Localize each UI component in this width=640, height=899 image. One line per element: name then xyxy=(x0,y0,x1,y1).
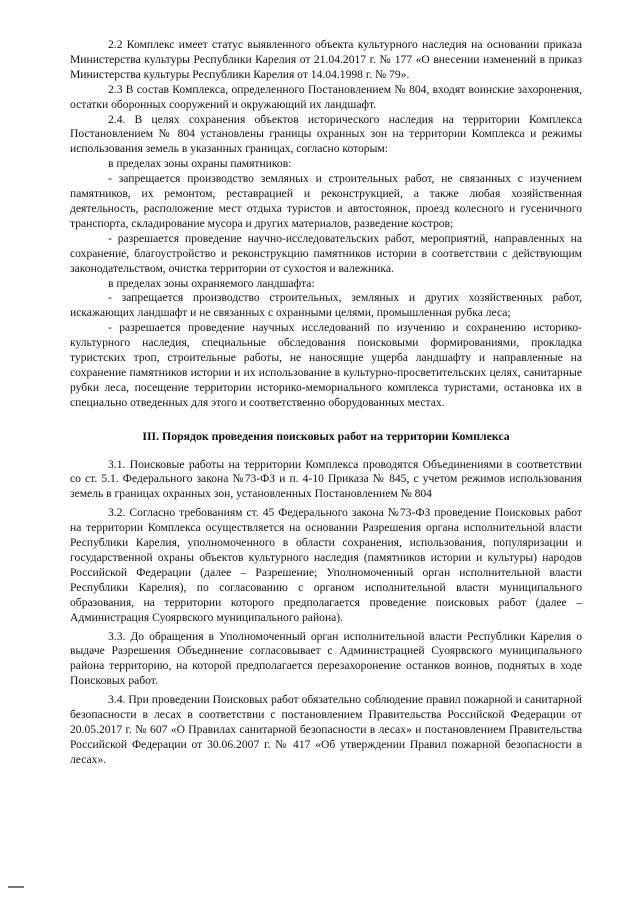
section-heading: III. Порядок проведения поисковых работ на территории Комплекса xyxy=(142,428,510,443)
paragraph-3-4: 3.4. При проведении Поисковых работ обязательно соблюдение правил пожарной и санитарной безопасности в лесах в соответствии с постановлением Правительства Российской Федерации от 20.05.2017 г. № 607 «О Правилах санитарной безопасности в лесах» и постановлением Правительства Российской Федерации от 30.06.2007 г. № 417 «Об утверждении Правил пожарной безопасности в лесах». xyxy=(70,693,582,766)
zone-landscape-heading: в пределах зоны охраняемого ландшафта: xyxy=(108,276,315,290)
zone-landscape-allowed: - разрешается проведение научных исследований по изучению и сохранению историко-культурного наследия, специальные обследования поисковыми формированиями, прокладка туристских троп, строительные работы, не наносящие ущерба ландшафту и направленные на сохранение памятников истории и их использование в культурно-просветительских целях, санитарные рубки леса, посещение территории историко-мемориального комплекса туристами, остановка их в специально отведенных для этого и соответственно оборудованных местах. xyxy=(70,321,582,409)
zone-landscape-prohibited: - запрещается производство строительных, земляных и других хозяйственных работ, искажающих ландшафт и не связанных с охранными целями, промышленная рубка леса; xyxy=(70,291,582,320)
zone-monuments-allowed: - разрешается проведение научно-исследовательских работ, мероприятий, направленных на сохранение, благоустройство и реконструкцию памятников истории в соответствии с действующим законодательством, очистка территории от сухостоя и валежника. xyxy=(70,231,582,275)
paragraph-3-1: 3.1. Поисковые работы на территории Комплекса проводятся Объединениями в соответствии со ст. 5.1. Федерального закона №73-ФЗ и п. 4-10 Приказа № 845, с учетом режимов использования земель в границах охранных зон, установленных Постановлением № 804 xyxy=(70,457,582,501)
paragraph-2-3: 2.3 В состав Комплекса, определенного Постановлением № 804, входят воинские захоронения, остатки оборонных сооружений и окружающий их ландшафт. xyxy=(70,82,582,111)
paragraph-2-4: 2.4. В целях сохранения объектов исторического наследия на территории Комплекса Постановлением № 804 установлены границы охранных зон на территории Комплекса и режимы использования земель в указанных границах, согласно которым: xyxy=(70,112,582,156)
zone-monuments-prohibited: - запрещается производство земляных и строительных работ, не связанных с изучением памятников, их ремонтом, реставрацией и реконструкцией, а также любая хозяйственная деятельность, расположение мест отдыха туристов и автостоянок, проезд колесного и гусеничного транспорта, складирование мусора и других материалов, разведение костров; xyxy=(70,172,582,230)
zone-monuments-heading: в пределах зоны охраны памятников: xyxy=(108,157,292,171)
paragraph-3-2: 3.2. Согласно требованиям ст. 45 Федерального закона №73-ФЗ проведение Поисковых работ на территории Комплекса осуществляется на основании Разрешения органа исполнительной власти Республики Карелия, уполномоченного в области сохранения, использования, популяризации и государственной охраны объектов культурного наследия (памятников истории и культуры) народов Российской Федерации (далее – Разрешение; Уполномоченный орган исполнительной власти Республики Карелия), по согласованию с органом исполнительной власти муниципального образования, на территории которого предполагается проведение поисковых работ (далее – Администрация Суоярвского муниципального района). xyxy=(70,506,582,624)
paragraph-3-3: 3.3. До обращения в Уполномоченный орган исполнительной власти Республики Карелия о выдаче Разрешения Объединение согласовывает с Администрацией Суоярвского муниципального района территорию, на которой предполагается перезахоронение останков воинов, поднятых в ходе Поисковых работ. xyxy=(70,629,582,688)
scan-artifact-line xyxy=(8,886,24,888)
paragraph-2-2: 2.2 Комплекс имеет статус выявленного объекта культурного наследия на основании приказа Министерства культуры Республики Карелия от 21.04.2017 г. № 177 «О внесении изменений в приказ Министерства культуры Республики Карелия от 14.04.1998 г. № 79». xyxy=(70,38,582,81)
